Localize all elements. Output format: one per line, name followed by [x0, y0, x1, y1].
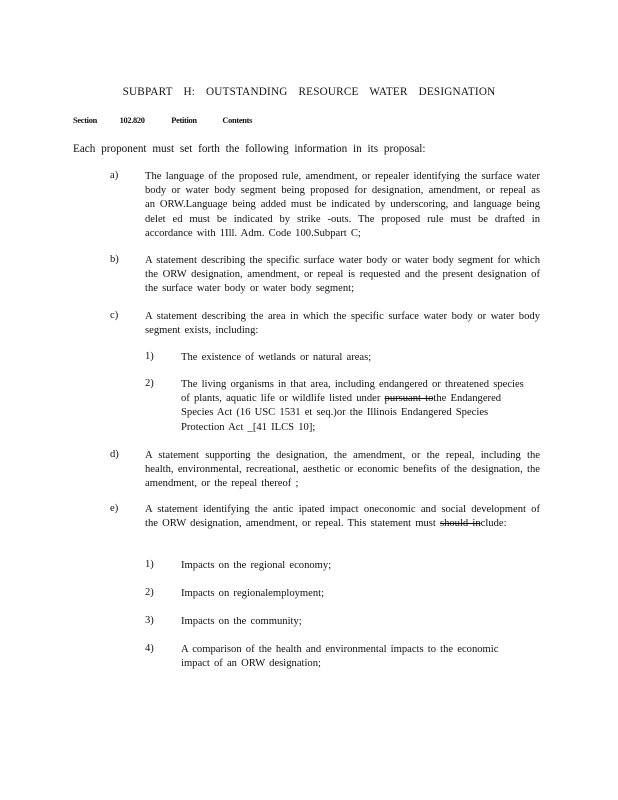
- intro-paragraph: Each proponent must set forth the following information in its proposal:: [73, 143, 426, 155]
- item-text-body: A statement describing the specific surface water body or water body segment for which the ORW designation, amendment, or repeal is requested and the present designation of the surface water body or water body segment;: [145, 255, 540, 295]
- item-marker: e): [110, 503, 119, 514]
- item-text-tail: clude:: [480, 518, 507, 530]
- item-text-body: A statement describing the area in which the specific surface water body or water body segment exists, including:: [145, 311, 540, 337]
- sub-item-text-tail: the Endangered Species Act (16 USC 1531 et seq.)or the Illinois Endangered Species Protection Act _[41 ILCS 10];: [181, 393, 502, 433]
- sub-item-text-body: Impacts on the regional economy;: [181, 560, 332, 571]
- item-text-body: A statement identifying the antic ipated impact oneconomic and social development of the ORW designation, amendment, or repeal. This statement must: [145, 504, 540, 530]
- item-marker: c): [110, 310, 119, 321]
- item-marker: b): [110, 254, 119, 265]
- item-text: [145, 310, 540, 338]
- item-text: [145, 170, 540, 241]
- sub-item-marker: 3): [145, 615, 154, 626]
- section-label: Section: [73, 116, 97, 125]
- section-word-contents: Contents: [222, 116, 253, 125]
- sub-item-text: [181, 351, 529, 365]
- section-word-petition: Petition: [171, 116, 197, 125]
- sub-item-marker: 4): [145, 643, 154, 654]
- section-heading: [73, 116, 252, 125]
- sub-item-text: [181, 615, 529, 629]
- sub-item-marker: 1): [145, 559, 154, 570]
- item-text: [145, 254, 540, 297]
- sub-item-text: [181, 378, 529, 435]
- sub-item-text: [181, 643, 529, 671]
- sub-item-text: [181, 587, 529, 601]
- item-text-body: A statement supporting the designation, the amendment, or the repeal, including the health, environmental, recreational, aesthetic or economic benefits of the designation, the amendment, or the repeal thereof ;: [145, 450, 540, 490]
- sub-item-marker: 2): [145, 587, 154, 598]
- item-text: [145, 503, 540, 531]
- item-marker: a): [110, 170, 119, 181]
- struck-text: pursuant to: [384, 393, 434, 405]
- sub-item-text-body: The living organisms in that area, including endangered or threatened species of plants, aquatic life or wildlife listed under: [181, 379, 524, 405]
- sub-item-text-body: Impacts on the community;: [181, 616, 302, 627]
- sub-item-text-body: Impacts on regionalemployment;: [181, 588, 325, 599]
- sub-item-marker: 1): [145, 351, 154, 362]
- sub-item-text-body: A comparison of the health and environmental impacts to the economic impact of an ORW designation;: [181, 644, 499, 670]
- struck-text: should in: [439, 518, 481, 530]
- item-text-body: The language of the proposed rule, amendment, or repealer identifying the surface water body or water body segment being proposed for designation, amendment, or repeal as an ORW.Language being added must be indicated by underscoring, and language being delet ed must be indicated by strike -outs. The proposed rule must be drafted in accordance with 1Ill. Adm. Code 100.Subpart C;: [145, 171, 540, 239]
- item-text: [145, 449, 540, 492]
- sub-item-text-body: The existence of wetlands or natural areas;: [181, 352, 372, 363]
- sub-item-marker: 2): [145, 378, 154, 389]
- item-marker: d): [110, 449, 119, 460]
- subpart-title: SUBPART H: OUTSTANDING RESOURCE WATER DESIGNATION: [122, 86, 496, 98]
- sub-item-text: [181, 559, 529, 573]
- section-number: 102.820: [119, 116, 145, 125]
